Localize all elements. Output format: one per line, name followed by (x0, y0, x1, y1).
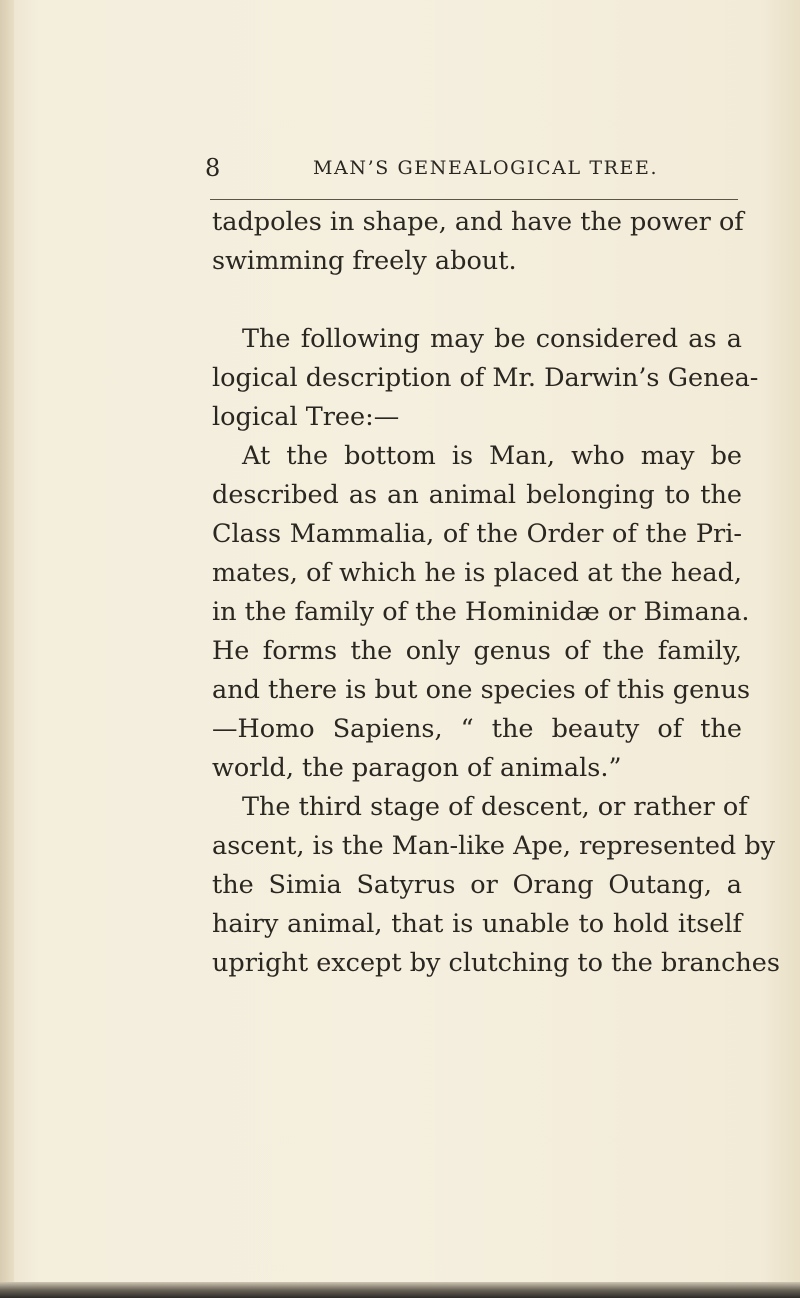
text-line: mates, of which he is placed at the head, (212, 558, 742, 588)
text-line: described as an animal belonging to the (212, 480, 742, 510)
text-line: hairy animal, that is unable to hold itself (212, 909, 742, 939)
page-bottom-edge (0, 1282, 800, 1298)
text-line: ascent, is the Man-like Ape, represented by (212, 831, 776, 861)
text-line: logical Tree:— (212, 402, 400, 432)
text-line: swimming freely about. (212, 246, 517, 276)
body-text (212, 203, 780, 983)
running-title: MAN’S GENEALOGICAL TREE. (313, 157, 659, 179)
text-line: The third stage of descent, or rather of (242, 792, 748, 822)
text-line: tadpoles in shape, and have the power of (212, 207, 744, 237)
text-line: logical description of Mr. Darwin’s Genea- (212, 363, 759, 393)
text-line: The following may be considered as a (242, 324, 742, 354)
page-gutter (0, 0, 14, 1298)
page-number: 8 (205, 154, 221, 182)
text-line: He forms the only genus of the family, (212, 636, 742, 666)
running-head (0, 148, 800, 188)
text-line: upright except by clutching to the branches (212, 948, 780, 978)
paragraph-gap (212, 281, 742, 320)
text-line: At the bottom is Man, who may be (242, 441, 742, 471)
text-line: in the family of the Hominidæ or Bimana. (212, 597, 750, 627)
text-line: and there is but one species of this genus (212, 675, 751, 705)
text-line: Class Mammalia, of the Order of the Pri- (212, 519, 742, 549)
header-rule (210, 199, 738, 200)
text-line: world, the paragon of animals.” (212, 753, 622, 783)
text-line: —Homo Sapiens, “ the beauty of the (212, 714, 742, 744)
text-line: the Simia Satyrus or Orang Outang, a (212, 870, 742, 900)
